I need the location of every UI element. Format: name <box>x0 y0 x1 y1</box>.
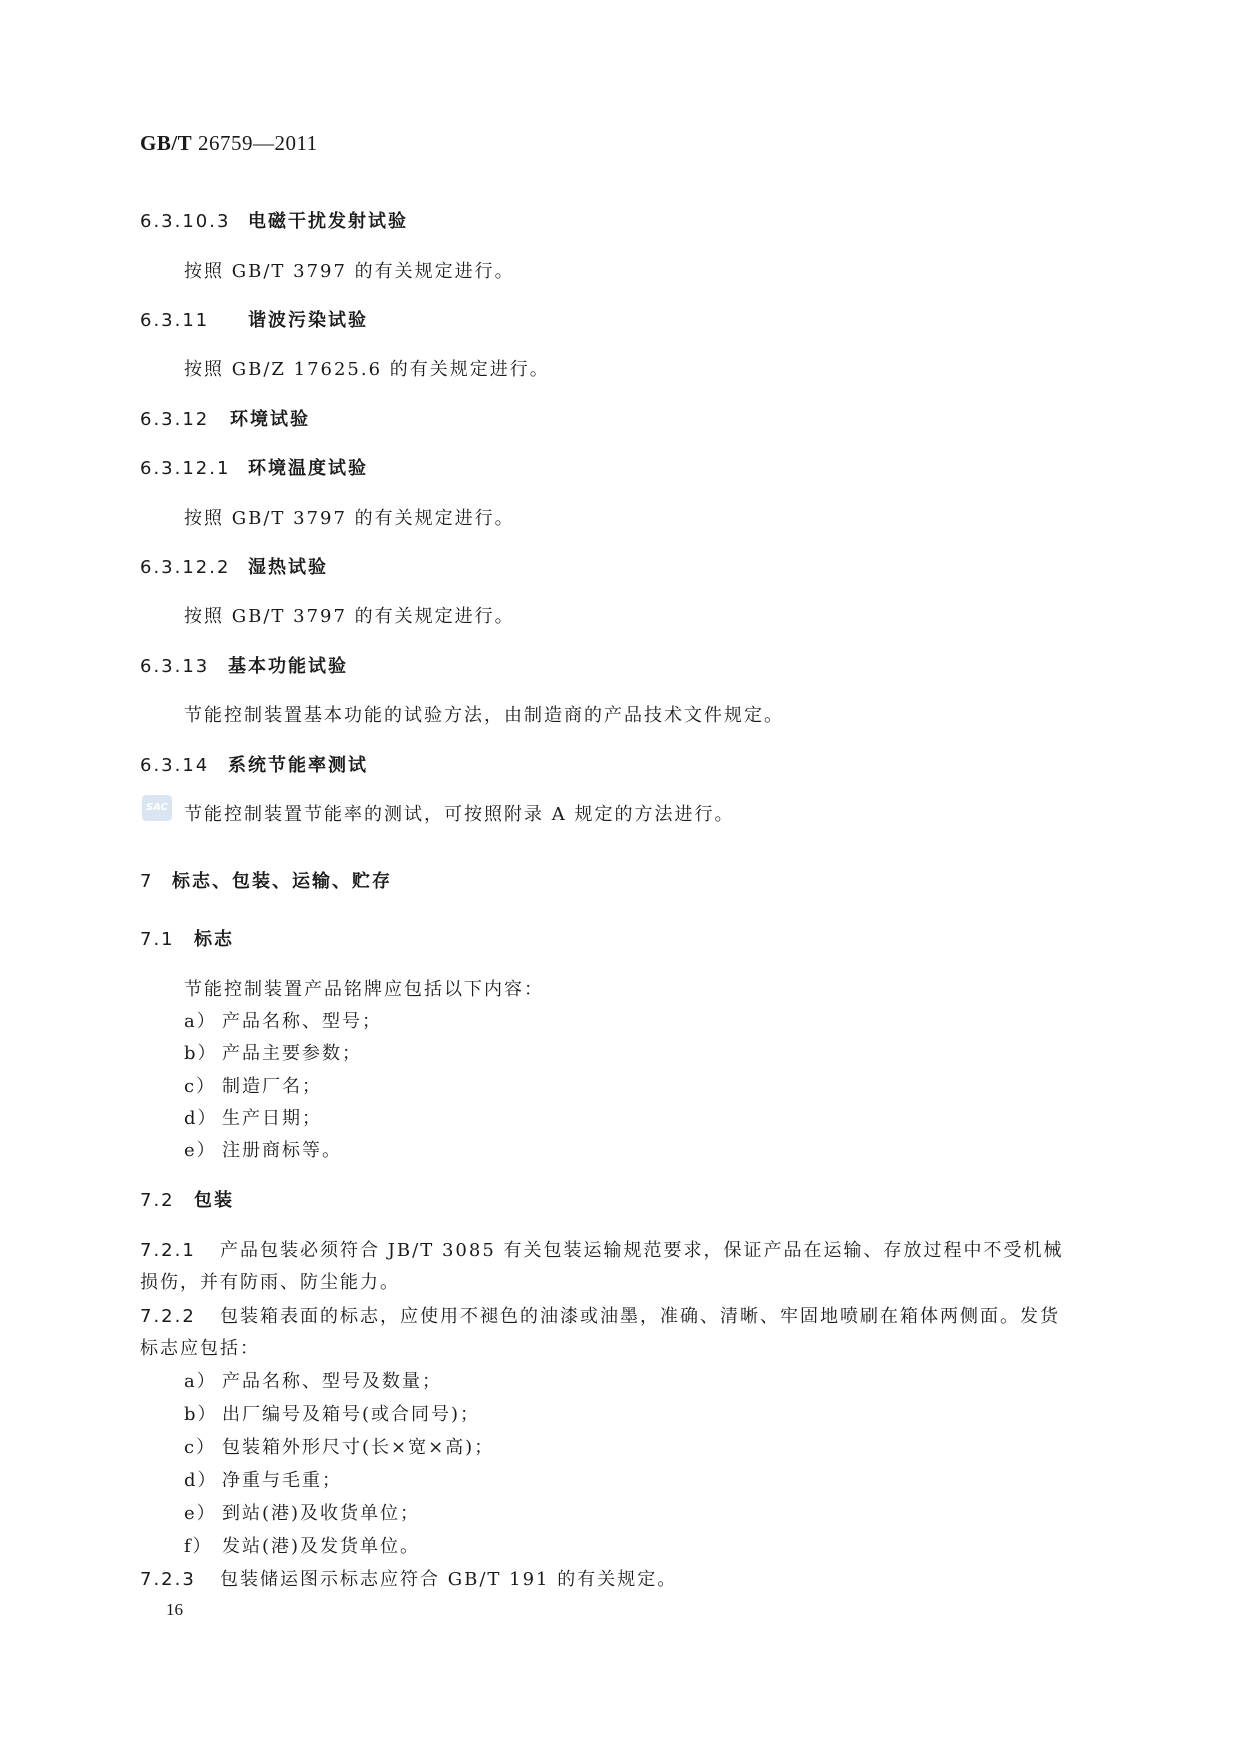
list-item: e） 到站(港)及收货单位； <box>184 1503 421 1524</box>
list-item: d） 净重与毛重； <box>184 1470 342 1491</box>
heading-7-2: 7.2 包装 <box>140 1190 234 1211</box>
heading-7: 7 标志、包装、运输、贮存 <box>140 871 392 892</box>
list-item: a） 产品名称、型号及数量； <box>184 1371 442 1392</box>
paragraph: 按照 GB/T 3797 的有关规定进行。 <box>184 606 515 627</box>
document-code-prefix: GB/T <box>140 131 193 155</box>
list-item: b） 产品主要参数； <box>184 1043 362 1064</box>
page-number: 16 <box>166 1600 183 1619</box>
heading-6-3-11: 6.3.11 谐波污染试验 <box>140 310 368 331</box>
clause-7-2-1-line2: 损伤，并有防雨、防尘能力。 <box>140 1272 400 1293</box>
heading-6-3-12-2: 6.3.12.2 湿热试验 <box>140 557 328 578</box>
paragraph: 按照 GB/T 3797 的有关规定进行。 <box>184 261 515 282</box>
list-item: c） 包装箱外形尺寸(长×宽×高)； <box>184 1437 495 1458</box>
paragraph: 节能控制装置产品铭牌应包括以下内容： <box>184 979 544 1000</box>
clause-7-2-2-line1: 7.2.2 包装箱表面的标志，应使用不褪色的油漆或油墨，准确、清晰、牢固地喷刷在箱体两侧面。发货 <box>140 1306 1060 1327</box>
heading-6-3-10-3: 6.3.10.3 电磁干扰发射试验 <box>140 211 408 232</box>
document-code-number: 26759—2011 <box>197 131 318 155</box>
clause-7-2-3: 7.2.3 包装储运图示标志应符合 GB/T 191 的有关规定。 <box>140 1569 678 1590</box>
list-item: c） 制造厂名； <box>184 1076 322 1097</box>
heading-6-3-14: 6.3.14 系统节能率测试 <box>140 755 368 776</box>
list-item: f） 发站(港)及发货单位。 <box>184 1536 421 1557</box>
heading-6-3-12-1: 6.3.12.1 环境温度试验 <box>140 458 368 479</box>
document-code <box>140 131 318 156</box>
heading-7-1: 7.1 标志 <box>140 929 234 950</box>
paragraph: 节能控制装置基本功能的试验方法，由制造商的产品技术文件规定。 <box>184 705 784 726</box>
heading-6-3-12: 6.3.12 环境试验 <box>140 409 310 430</box>
paragraph: 按照 GB/Z 17625.6 的有关规定进行。 <box>184 359 550 380</box>
paragraph: 节能控制装置节能率的测试，可按照附录 A 规定的方法进行。 <box>184 804 735 825</box>
clause-7-2-2-line2: 标志应包括： <box>140 1338 260 1359</box>
paragraph: 按照 GB/T 3797 的有关规定进行。 <box>184 508 515 529</box>
list-item: e） 注册商标等。 <box>184 1140 342 1161</box>
heading-6-3-13: 6.3.13 基本功能试验 <box>140 656 348 677</box>
sac-watermark-logo: SAC <box>142 795 172 821</box>
list-item: a） 产品名称、型号； <box>184 1011 382 1032</box>
list-item: b） 出厂编号及箱号(或合同号)； <box>184 1404 481 1425</box>
clause-7-2-1-line1: 7.2.1 产品包装必须符合 JB/T 3085 有关包装运输规范要求，保证产品在运输、存放过程中不受机械 <box>140 1240 1064 1261</box>
list-item: d） 生产日期； <box>184 1108 322 1129</box>
